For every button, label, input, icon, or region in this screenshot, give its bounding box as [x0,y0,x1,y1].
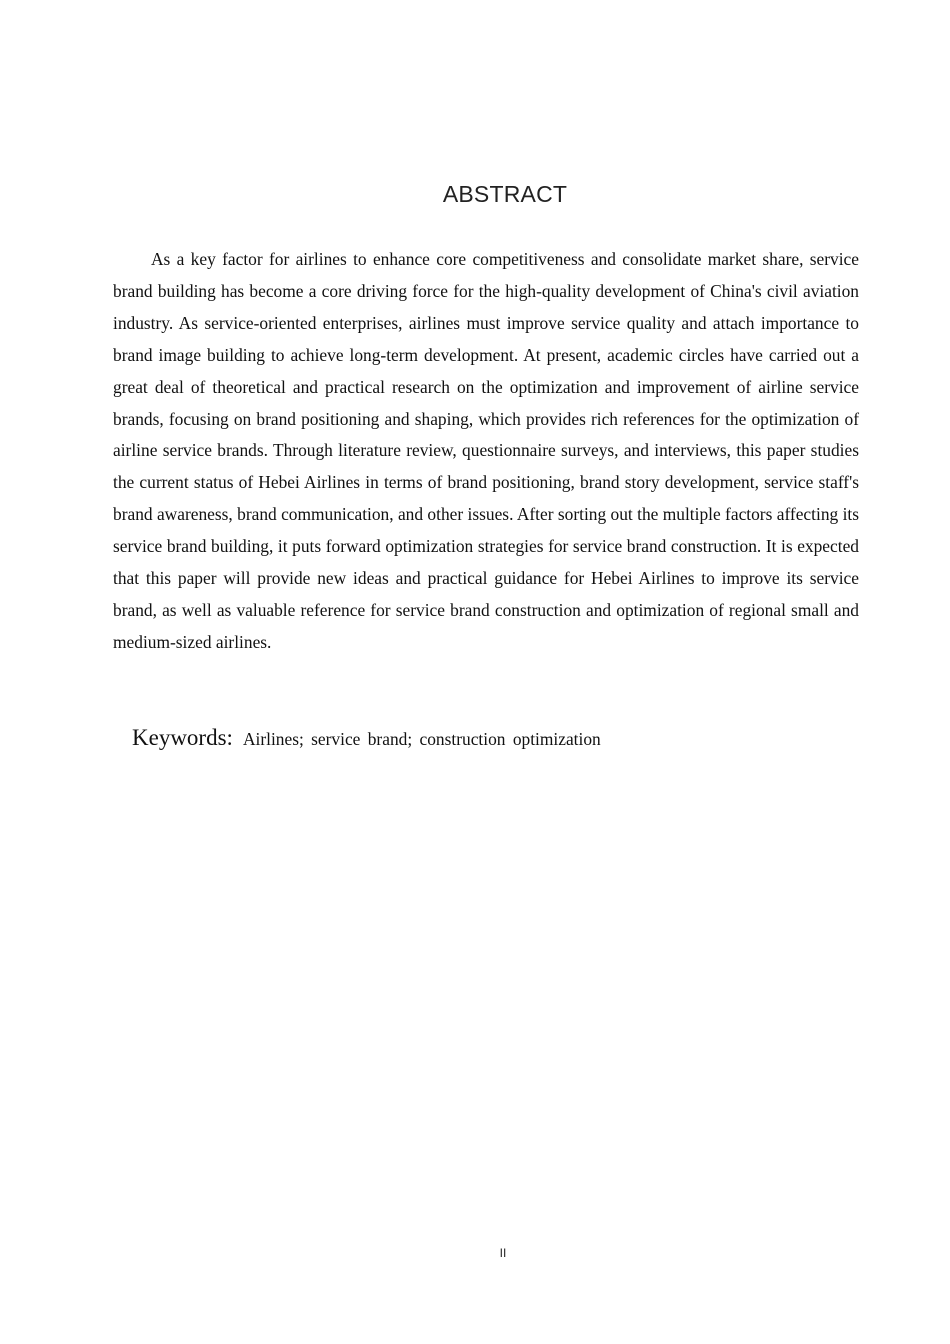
page-number: II [499,1246,507,1260]
keywords-line [132,722,601,755]
keywords-label: Keywords: [132,725,233,750]
abstract-heading: ABSTRACT [442,181,568,207]
keywords-list: Airlines; service brand; construction optimization [242,729,601,749]
abstract-body: As a key factor for airlines to enhance core competitiveness and consolidate market share, service brand building has become a core driving force for the high-quality development of China's civil aviation industry. As service-oriented enterprises, airlines must improve service quality and attach importance to brand image building to achieve long-term development. At present, academic circles have carried out a great deal of theoretical and practical research on the optimization and improvement of airline service brands, focusing on brand positioning and shaping, which provides rich references for the optimization of airline service brands. Through literature review, questionnaire surveys, and interviews, this paper studies the current status of Hebei Airlines in terms of brand positioning, brand story development, service staff's brand awareness, brand communication, and other issues. After sorting out the multiple factors affecting its service brand building, it puts forward optimization strategies for service brand construction. It is expected that this paper will provide new ideas and practical guidance for Hebei Airlines to improve its service brand, as well as valuable reference for service brand construction and optimization of regional small and medium-sized airlines. [113,249,859,652]
